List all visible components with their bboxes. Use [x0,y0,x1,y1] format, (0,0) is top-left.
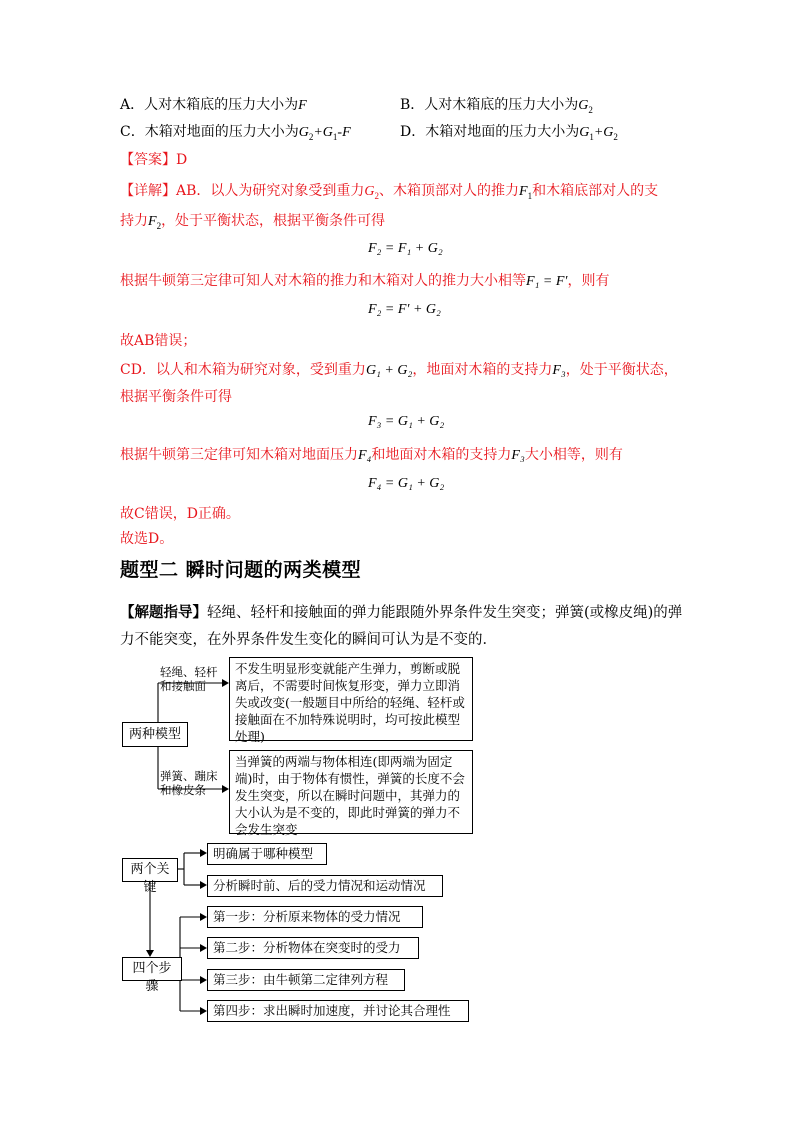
explanation-line-2: 持力$F_2$，处于平衡状态，根据平衡条件可得 [120,213,386,231]
explanation-line-8: 故C错误，D正确。 [120,506,240,522]
step-2-box: 第二步：分析物体在突变时的受力 [207,937,419,959]
option-a: A．人对木箱底的压力大小为F [120,97,307,113]
explanation-line-7: 根据牛顿第三定律可知木箱对地面压力F₄和地面对木箱的支持力F₃大小相等，则有 [120,447,623,463]
equation-4: F₄ = G₁ + G₂ [368,476,445,491]
key-2-box: 分析瞬时前、后的受力情况和运动情况 [207,875,443,897]
model-1-description: 不发生明显形变就能产生弹力，剪断或脱离后，不需要时间恢复形变，弹力立即消失或改变(一般题目中所给的轻绳、轻杆或接触面在不加特殊说明时，均可按此模型处理) [229,657,473,741]
explanation-line-1: 【详解】AB．以人为研究对象受到重力$G_2$、木箱顶部对人的推力$F_1$和木箱底部对人的支 [120,183,659,201]
branch-1-label: 轻绳、轻杆 和接触面 [160,665,218,693]
explanation-line-9: 故选D。 [120,531,174,547]
section-title: 题型二 瞬时问题的两类模型 [120,559,362,581]
equation-1: F₂ = F₁ + G₂ [368,241,443,256]
option-c: C．木箱对地面的压力大小为$G_2+G_1-F$ [120,124,351,142]
guide-line-1: 【解题指导】轻绳、轻杆和接触面的弹力能跟随外界条件发生突变；弹簧(或橡皮绳)的弹 [120,604,683,621]
answer-label: 【答案】D [120,152,188,168]
four-steps-box: 四个步骤 [122,957,182,981]
equation-2: F₂ = F′ + G₂ [368,302,441,317]
two-keys-box: 两个关键 [122,858,178,882]
branch-2-label: 弹簧、蹦床 和橡皮条 [160,769,218,797]
step-4-box: 第四步：求出瞬时加速度，并讨论其合理性 [207,1000,469,1022]
explanation-line-5: CD．以人和木箱为研究对象，受到重力G₁ + G₂，地面对木箱的支持力F₃，处于平衡状态， [120,362,678,378]
key-1-box: 明确属于哪种模型 [207,843,327,865]
option-d: D．木箱对地面的压力大小为$G_1+G_2$ [400,124,618,142]
explanation-line-4: 故AB错误； [120,333,197,349]
step-1-box: 第一步：分析原来物体的受力情况 [207,906,423,928]
equation-3: F₃ = G₁ + G₂ [368,414,445,429]
option-b: B．人对木箱底的压力大小为$G_2$ [400,97,593,115]
model-2-description: 当弹簧的两端与物体相连(即两端为固定端)时，由于物体有惯性，弹簧的长度不会发生突变，所以在瞬时问题中，其弹力的大小认为是不变的，即此时弹簧的弹力不会发生突变 [229,750,473,834]
step-3-box: 第三步：由牛顿第二定律列方程 [207,969,405,991]
explanation-line-6: 根据平衡条件可得 [120,389,232,405]
explanation-line-3: 根据牛顿第三定律可知人对木箱的推力和木箱对人的推力大小相等F₁ = F′，则有 [120,273,610,289]
guide-line-2: 力不能突变，在外界条件发生变化的瞬间可认为是不变的． [120,632,497,648]
two-models-box: 两种模型 [122,722,188,747]
